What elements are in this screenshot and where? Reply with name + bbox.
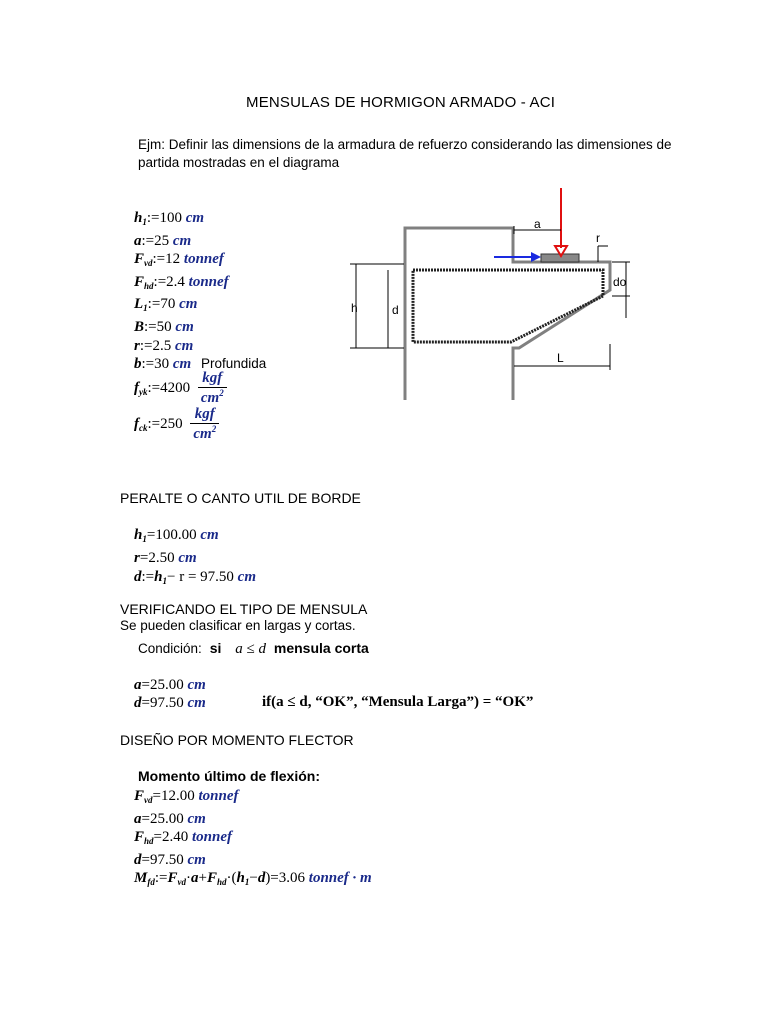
input-list	[134, 209, 266, 374]
section-peralte-heading: PERALTE O CANTO UTIL DE BORDE	[120, 490, 361, 506]
input-h1: $h_1:=100$ cm	[134, 210, 205, 227]
condition-line: Condición: si a ≤ d mensula corta	[138, 640, 369, 657]
section-tipo-values: a=25.00 cm d=97.50 cm	[134, 677, 206, 711]
input-l1: $L_1:=70$ cm	[134, 296, 198, 314]
dim-do-label: do	[613, 275, 627, 289]
page-title: MENSULAS DE HORMIGON ARMADO - ACI	[246, 94, 556, 111]
section-momento-values: $F_{vd}=12.00$ tonnef a=25.00 cm $F_{hd}=2.40$ tonnef d=97.50 cm $M_{fd}:=F_{vd}\cdot a+F_{hd}\cdot(h_1-d)=3.06$ tonnef · m	[134, 788, 372, 888]
corbel-diagram	[340, 180, 640, 405]
input-b-depth: b:=30 cm Profundida	[134, 356, 267, 373]
reinforcement-bar	[413, 270, 603, 342]
input-fvd: $F_{vd}:=12$ tonnef	[134, 251, 224, 269]
intro-text: Ejm: Definir las dimensions de la armadura de refuerzo considerando las dimensiones de partida mostradas en el diagrama	[138, 137, 672, 170]
section-momento-subheading: Momento último de flexión:	[138, 768, 320, 784]
section-momento-heading: DISEÑO POR MOMENTO FLECTOR	[120, 732, 354, 748]
dim-d-label: d	[392, 303, 399, 317]
dim-l-label: L	[557, 351, 564, 365]
input-fck: $f_{ck}:=250$ $\frac{\text{kgf}}{cm^2}$	[134, 406, 219, 443]
input-fyk: $f_{yk}:=4200$ $\frac{\text{kgf}}{cm^2}$	[134, 370, 227, 407]
if-check-expression: if(a ≤ d, “OK”, “Mensula Larga”) = “OK”	[262, 694, 534, 710]
input-r: r:=2.5 cm	[134, 337, 194, 354]
input-fhd: $F_{hd}:=2.4$ tonnef	[134, 273, 229, 291]
section-peralte-values: $h_1=100.00$ cm r=2.50 cm $d:=h_1- r = 97.50$ cm	[134, 527, 256, 586]
dim-h-label: h	[351, 301, 358, 315]
dim-r-label: r	[596, 231, 600, 245]
dim-a-label: a	[534, 217, 541, 231]
input-b-width: B:=50 cm	[134, 318, 194, 335]
section-tipo-subtitle: Se pueden clasificar en largas y cortas.	[120, 618, 356, 633]
section-tipo-heading: VERIFICANDO EL TIPO DE MENSULA	[120, 601, 368, 617]
input-a: a:=25 cm	[134, 232, 192, 249]
